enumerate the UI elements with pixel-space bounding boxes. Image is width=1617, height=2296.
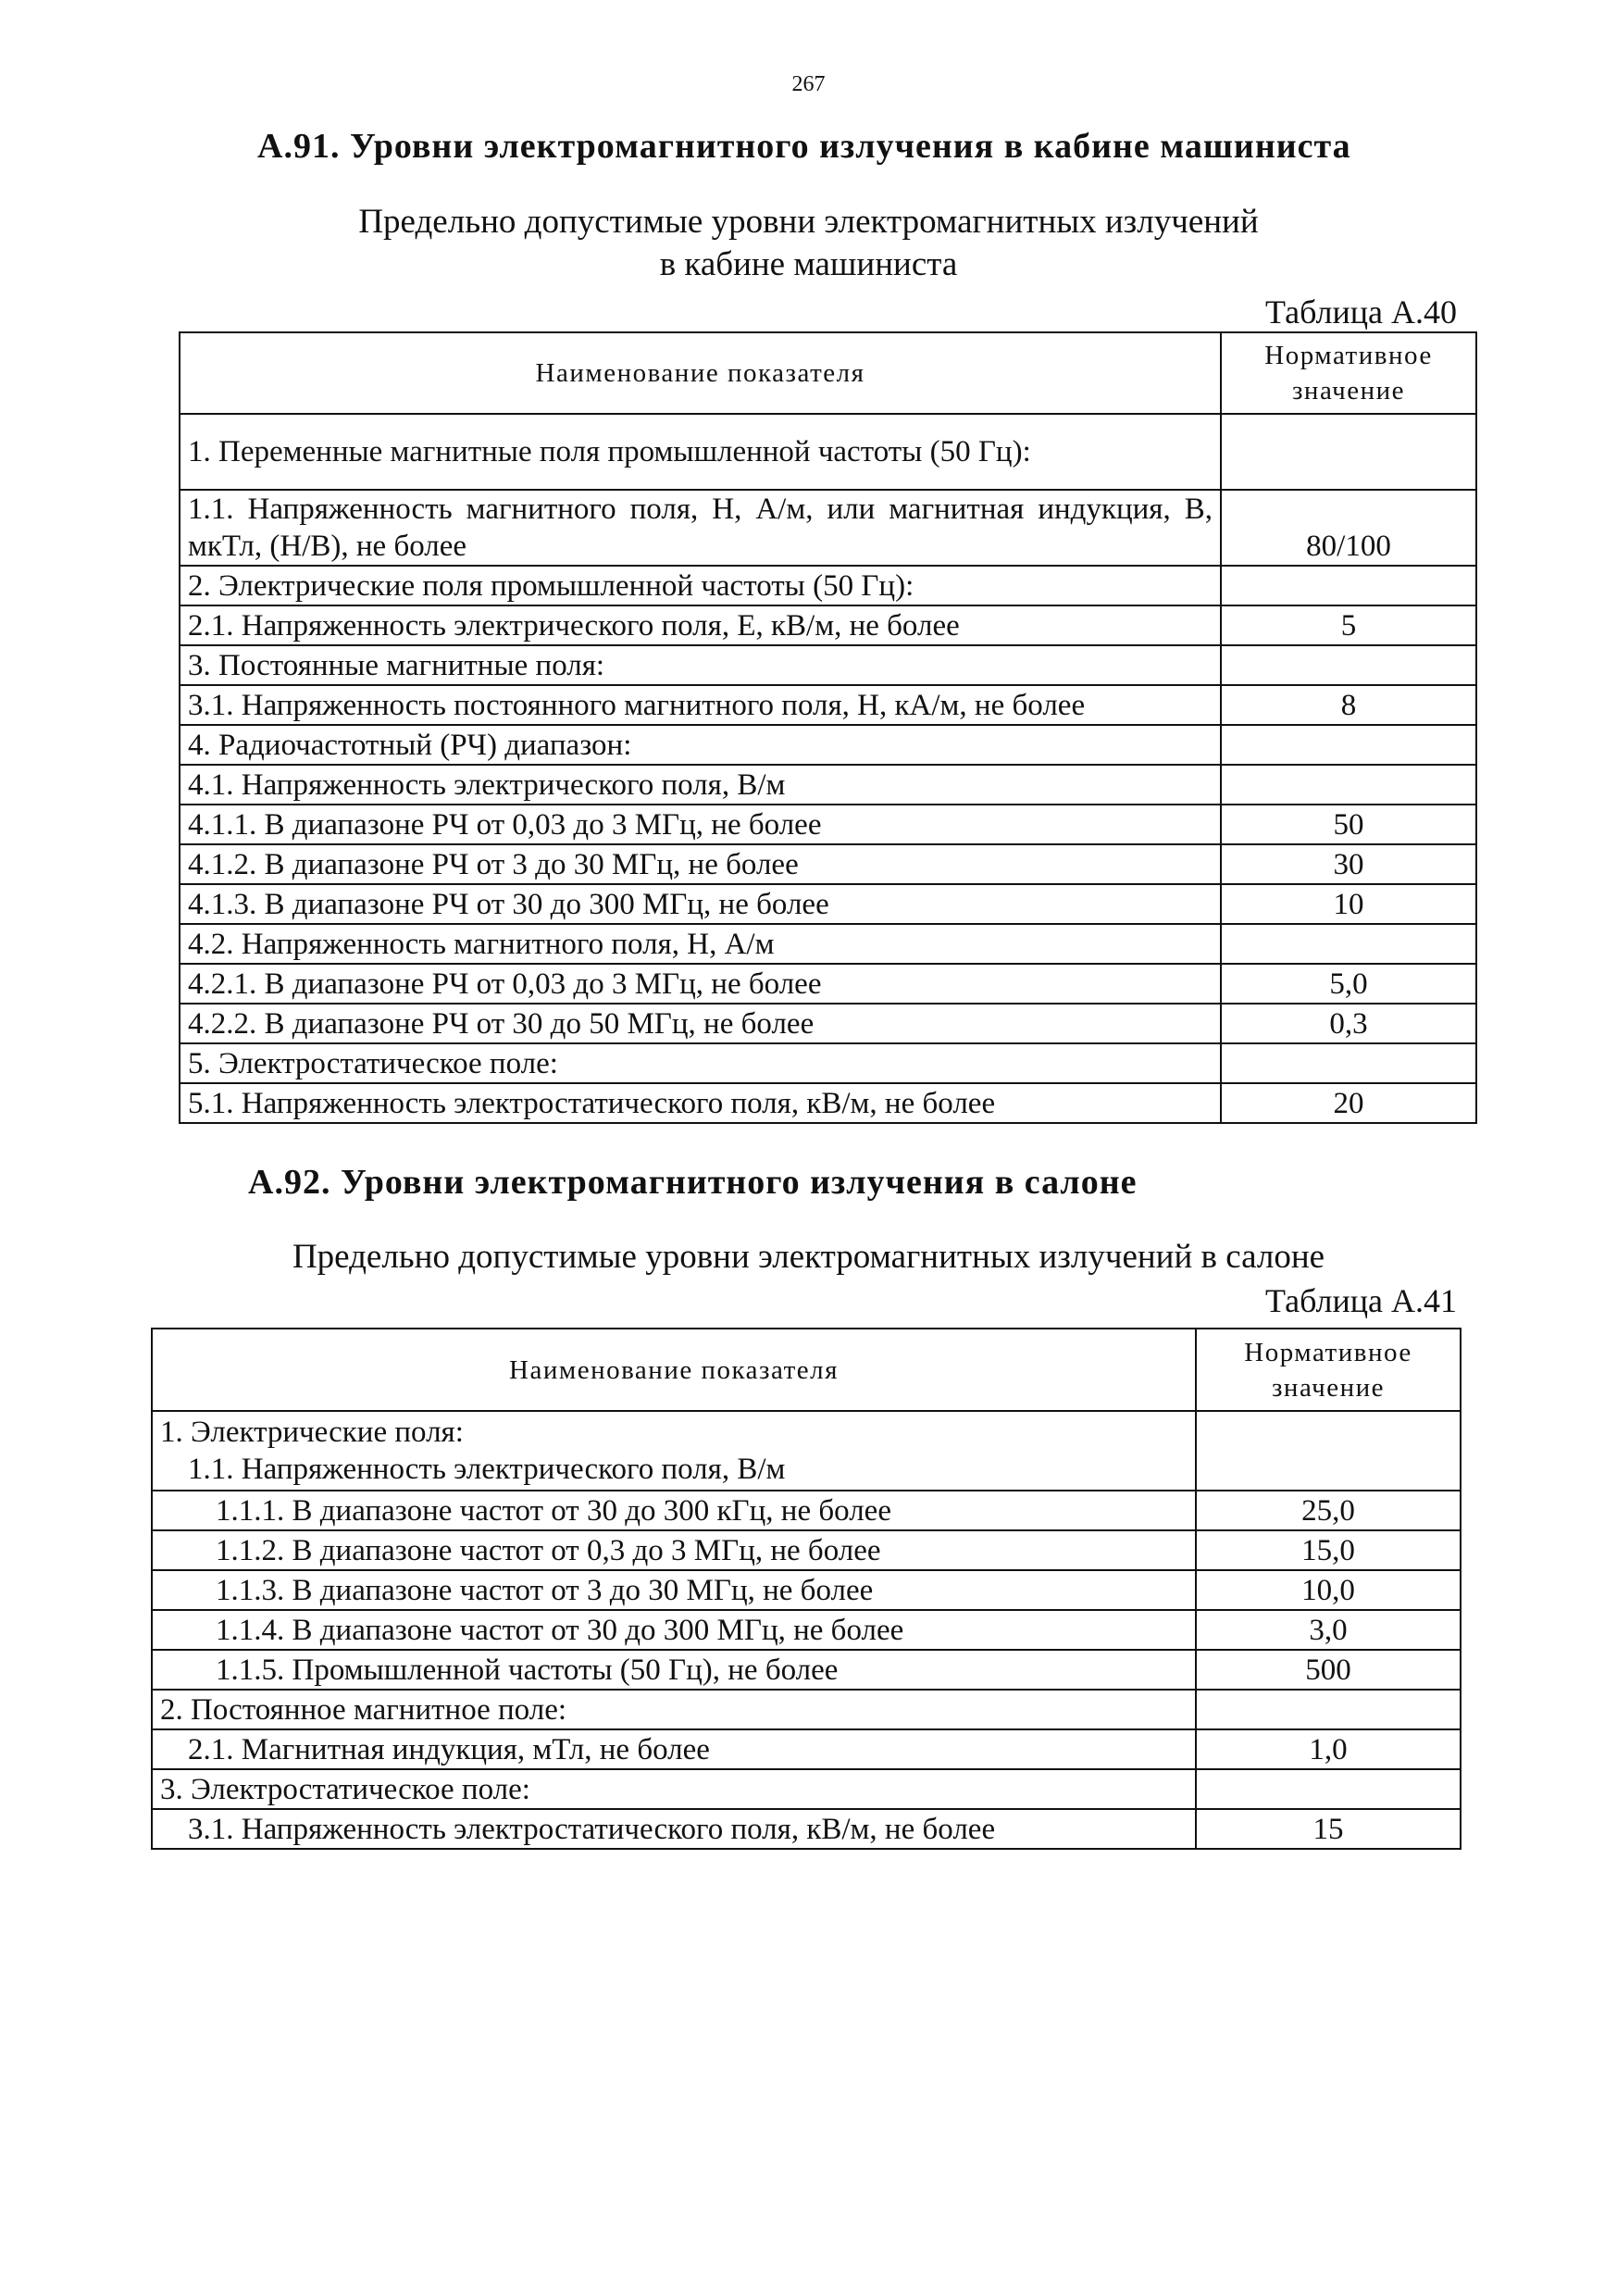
table-row — [152, 1610, 1461, 1650]
table-row — [152, 1769, 1461, 1809]
row-value: 25,0 — [1196, 1491, 1461, 1530]
table-row — [152, 1729, 1461, 1769]
row-value — [1221, 924, 1476, 964]
row-label-line1: 1. Электрические поля: — [160, 1416, 464, 1449]
table-row — [152, 1690, 1461, 1729]
row-value: 80/100 — [1221, 490, 1476, 566]
table-row — [180, 844, 1476, 884]
table-row — [180, 765, 1476, 805]
row-value: 10 — [1221, 884, 1476, 924]
table-row — [180, 414, 1476, 490]
table-row — [180, 685, 1476, 725]
table-row — [180, 805, 1476, 844]
page-number: 267 — [791, 72, 826, 96]
column-header-name: Наименование показателя — [152, 1329, 1196, 1411]
row-value: 15 — [1196, 1809, 1461, 1849]
table-row — [152, 1570, 1461, 1610]
row-label: 5. Электростатическое поле: — [180, 1043, 1221, 1083]
column-header-value-line1: Нормативное — [1264, 341, 1433, 370]
table-row — [152, 1650, 1461, 1690]
table-row — [180, 645, 1476, 685]
section-heading-a91: А.91. Уровни электромагнитного излучения в кабине машиниста — [257, 127, 1351, 166]
row-value: 0,3 — [1221, 1004, 1476, 1043]
row-value: 5 — [1221, 605, 1476, 645]
row-value — [1196, 1690, 1461, 1729]
table-a40 — [179, 331, 1477, 1124]
table-row — [180, 964, 1476, 1004]
table-row — [180, 1083, 1476, 1123]
row-value — [1221, 725, 1476, 765]
row-label: 4.2.1. В диапазоне РЧ от 0,03 до 3 МГц, не более — [180, 964, 1221, 1004]
table-a41 — [151, 1328, 1462, 1850]
row-value — [1221, 414, 1476, 490]
column-header-value-line2: значение — [1271, 1372, 1386, 1403]
row-label: 4.1.3. В диапазоне РЧ от 30 до 300 МГц, не более — [180, 884, 1221, 924]
row-label: 3. Электростатическое поле: — [152, 1769, 1196, 1809]
row-label: 3.1. Напряженность постоянного магнитного поля, Н, кА/м, не более — [180, 685, 1221, 725]
table-row — [180, 1004, 1476, 1043]
table-a40-title-line2: в кабине машиниста — [659, 245, 958, 283]
row-label: 1.1.3. В диапазоне частот от 3 до 30 МГц, не более — [152, 1570, 1196, 1610]
table-a41-caption: Таблица А.41 — [1265, 1282, 1457, 1319]
table-a40-title-line1: Предельно допустимые уровни электромагнитных излучений — [358, 203, 1259, 241]
row-value — [1196, 1769, 1461, 1809]
row-value: 5,0 — [1221, 964, 1476, 1004]
row-label: 2. Постоянное магнитное поле: — [152, 1690, 1196, 1729]
row-label: 1.1. Напряженность магнитного поля, Н, А/м, или магнитная индукция, В, мкТл, (Н/В), не более — [180, 490, 1221, 566]
table-row — [180, 566, 1476, 605]
table-row — [180, 725, 1476, 765]
row-value — [1196, 1411, 1461, 1491]
row-label: 4. Радиочастотный (РЧ) диапазон: — [180, 725, 1221, 765]
row-label — [152, 1411, 1196, 1491]
table-row — [152, 1411, 1461, 1491]
column-header-value — [1221, 332, 1476, 414]
row-value: 10,0 — [1196, 1570, 1461, 1610]
table-row — [180, 605, 1476, 645]
column-header-name: Наименование показателя — [180, 332, 1221, 414]
row-value: 500 — [1196, 1650, 1461, 1690]
row-label: 2.1. Магнитная индукция, мТл, не более — [152, 1729, 1196, 1769]
row-value — [1221, 645, 1476, 685]
row-value: 8 — [1221, 685, 1476, 725]
table-row — [152, 1530, 1461, 1570]
row-label: 5.1. Напряженность электростатического поля, кВ/м, не более — [180, 1083, 1221, 1123]
row-label: 4.2.2. В диапазоне РЧ от 30 до 50 МГц, не более — [180, 1004, 1221, 1043]
row-label: 4.1. Напряженность электрического поля, В/м — [180, 765, 1221, 805]
column-header-value — [1196, 1329, 1461, 1411]
table-row — [180, 490, 1476, 566]
row-value — [1221, 1043, 1476, 1083]
column-header-value-line2: значение — [1291, 376, 1406, 406]
table-row — [180, 1043, 1476, 1083]
row-label: 2.1. Напряженность электрического поля, Е, кВ/м, не более — [180, 605, 1221, 645]
table-row — [152, 1491, 1461, 1530]
row-label: 4.2. Напряженность магнитного поля, Н, А/м — [180, 924, 1221, 964]
table-row — [180, 924, 1476, 964]
table-a41-title: Предельно допустимые уровни электромагнитных излучений в салоне — [292, 1238, 1325, 1276]
row-label: 4.1.2. В диапазоне РЧ от 3 до 30 МГц, не более — [180, 844, 1221, 884]
row-value — [1221, 765, 1476, 805]
section-heading-a92: А.92. Уровни электромагнитного излучения в салоне — [248, 1163, 1138, 1202]
table-a40-caption: Таблица А.40 — [1265, 293, 1457, 331]
row-value: 50 — [1221, 805, 1476, 844]
row-label: 3.1. Напряженность электростатического поля, кВ/м, не более — [152, 1809, 1196, 1849]
row-label: 1.1.1. В диапазоне частот от 30 до 300 кГц, не более — [152, 1491, 1196, 1530]
row-label: 3. Постоянные магнитные поля: — [180, 645, 1221, 685]
row-label: 4.1.1. В диапазоне РЧ от 0,03 до 3 МГц, не более — [180, 805, 1221, 844]
row-label-line2: 1.1. Напряженность электрического поля, В/м — [188, 1453, 786, 1486]
row-label: 2. Электрические поля промышленной частоты (50 Гц): — [180, 566, 1221, 605]
row-value: 15,0 — [1196, 1530, 1461, 1570]
row-label: 1. Переменные магнитные поля промышленной частоты (50 Гц): — [180, 414, 1221, 490]
row-label: 1.1.5. Промышленной частоты (50 Гц), не более — [152, 1650, 1196, 1690]
row-value: 3,0 — [1196, 1610, 1461, 1650]
row-value: 30 — [1221, 844, 1476, 884]
column-header-value-line1: Нормативное — [1244, 1337, 1412, 1367]
table-row — [152, 1809, 1461, 1849]
row-label: 1.1.2. В диапазоне частот от 0,3 до 3 МГц, не более — [152, 1530, 1196, 1570]
table-row — [180, 884, 1476, 924]
row-label: 1.1.4. В диапазоне частот от 30 до 300 МГц, не более — [152, 1610, 1196, 1650]
row-value — [1221, 566, 1476, 605]
row-value: 1,0 — [1196, 1729, 1461, 1769]
row-value: 20 — [1221, 1083, 1476, 1123]
